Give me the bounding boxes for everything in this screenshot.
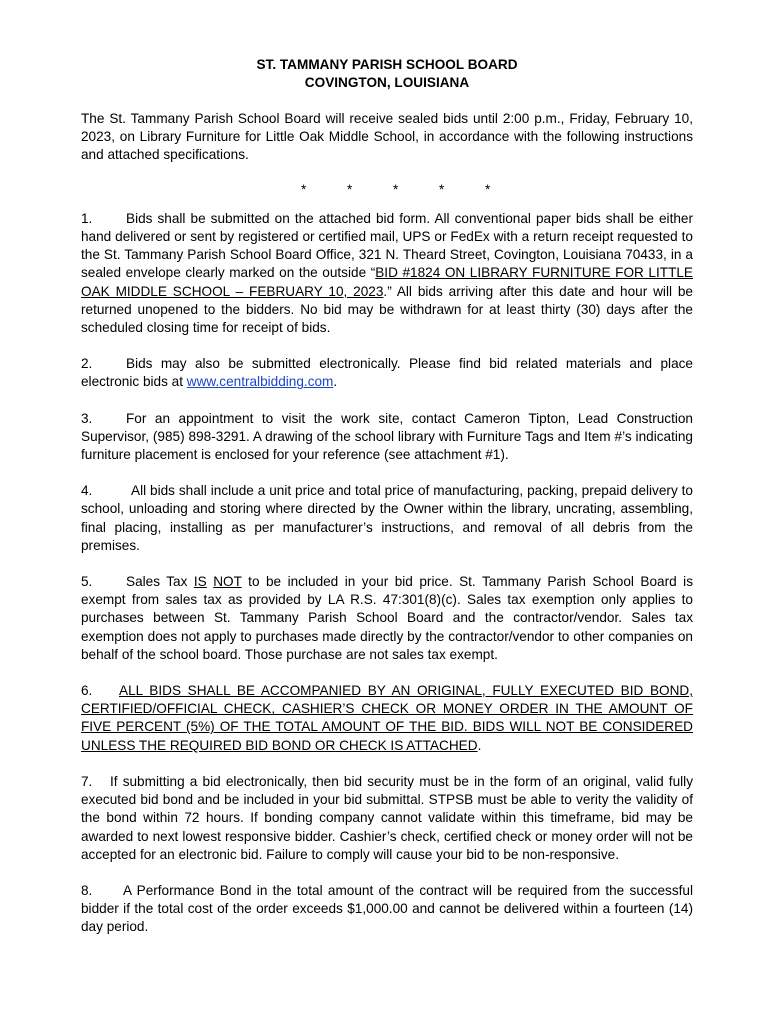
item-5 bbox=[81, 573, 693, 664]
item-number: 5. bbox=[81, 574, 93, 590]
item-number: 7. bbox=[81, 773, 93, 789]
emphasis-is: IS bbox=[193, 574, 207, 590]
intro-paragraph: The St. Tammany Parish School Board will receive sealed bids until 2:00 p.m., Friday, February 10, 2023, on Library Furniture for Little Oak Middle School, in accordance with the following instructions and attached specifications. bbox=[81, 111, 693, 163]
header-location: COVINGTON, LOUISIANA bbox=[304, 75, 470, 90]
item-number: 4. bbox=[81, 483, 93, 499]
item-6-end: . bbox=[477, 737, 482, 753]
bid-envelope-label: BID #1824 ON LIBRARY FURNITURE FOR LITTLE OAK MIDDLE SCHOOL – FEBRUARY 10, 2023 bbox=[81, 265, 693, 299]
item-7 bbox=[81, 773, 693, 864]
item-6 bbox=[81, 682, 693, 755]
item-2-text-end: . bbox=[333, 374, 338, 390]
item-2 bbox=[81, 355, 693, 391]
item-1-text-continued: .” All bids arriving after this date and hour will be returned unopened to the bidders. No bid may be withdrawn for at least thirty (30) days after the scheduled closing time for receipt of bids. bbox=[81, 283, 693, 336]
central-bidding-link[interactable]: www.centralbidding.com bbox=[186, 374, 334, 390]
document-header bbox=[81, 56, 693, 92]
separator-star: * bbox=[393, 181, 399, 197]
separator-star: * bbox=[439, 181, 445, 197]
item-1-text: Bids shall be submitted on the attached bid form. All conventional paper bids shall be either hand delivered or sent by registered or certified mail, UPS or FedEx with a return receipt requested to the St. Tammany Parish School Board Office, 321 N. Theard Street, Covington, Louisiana 70433, in a sealed envelope clearly marked on the outside “ bbox=[81, 210, 693, 281]
section-separator bbox=[81, 181, 693, 199]
item-4-text: All bids shall include a unit price and total price of manufacturing, packing, prepaid delivery to school, unloading and storing where directed by the Owner within the library, uncrating, assembling, final placing, installing as per manufacturer’s instructions, and removal of all debris from the premises. bbox=[81, 483, 693, 553]
item-8 bbox=[81, 882, 693, 937]
item-number: 8. bbox=[81, 882, 93, 898]
separator-star: * bbox=[301, 181, 307, 197]
item-5-text-continued: to be included in your bid price. St. Tammany Parish School Board is exempt from sales tax as provided by LA R.S. 47:301(8)(c). Sales tax exemption only applies to purchases between St. Tammany Parish School Board and the contractor/vendor. Sales tax exemption does not apply to purchases made directly by the contractor/vendor to other companies on behalf of the school board. Those purchase are not sales tax exempt. bbox=[81, 574, 693, 662]
item-2-text: Bids may also be submitted electronically. Please find bid related materials and place electronic bids at bbox=[81, 356, 693, 390]
separator-star: * bbox=[347, 181, 353, 197]
item-7-text: If submitting a bid electronically, then bid security must be in the form of an original, valid fully executed bid bond and be included in your bid submittal. STPSB must be able to verity the validity of the bond within 72 hours. If bonding company cannot validate within this timeframe, bid may be awarded to next lowest responsive bidder. Cashier’s check, certified check or money order will not be accepted for an electronic bid. Failure to comply will cause your bid to be non-responsive. bbox=[81, 773, 693, 862]
emphasis-not: NOT bbox=[213, 574, 242, 590]
item-number: 6. bbox=[81, 683, 93, 699]
item-3 bbox=[81, 410, 693, 465]
item-4 bbox=[81, 482, 693, 555]
item-number: 1. bbox=[81, 210, 93, 226]
bid-bond-requirement: ALL BIDS SHALL BE ACCOMPANIED BY AN ORIGINAL, FULLY EXECUTED BID BOND, CERTIFIED/OFFICIAL CHECK, CASHIER’S CHECK OR MONEY ORDER IN THE AMOUNT OF FIVE PERCENT (5%) OF THE TOTAL AMOUNT OF THE BID. BIDS WILL NOT BE CONSIDERED UNLESS THE REQUIRED BID BOND OR CHECK IS ATTACHED bbox=[81, 683, 693, 753]
item-3-text: For an appointment to visit the work site, contact Cameron Tipton, Lead Construction Supervisor, (985) 898-3291. A drawing of the school library with Furniture Tags and Item #’s indicating furniture placement is enclosed for your reference (see attachment #1). bbox=[81, 410, 693, 463]
item-5-text: Sales Tax bbox=[126, 574, 194, 590]
header-organization: ST. TAMMANY PARISH SCHOOL BOARD bbox=[256, 57, 518, 72]
separator-star: * bbox=[485, 181, 491, 197]
item-number: 2. bbox=[81, 356, 93, 372]
item-1 bbox=[81, 210, 693, 337]
item-8-text: A Performance Bond in the total amount of the contract will be required from the successful bidder if the total cost of the order exceeds $1,000.00 and cannot be delivered within a fourteen (14) day period. bbox=[81, 882, 693, 935]
item-number: 3. bbox=[81, 410, 93, 426]
